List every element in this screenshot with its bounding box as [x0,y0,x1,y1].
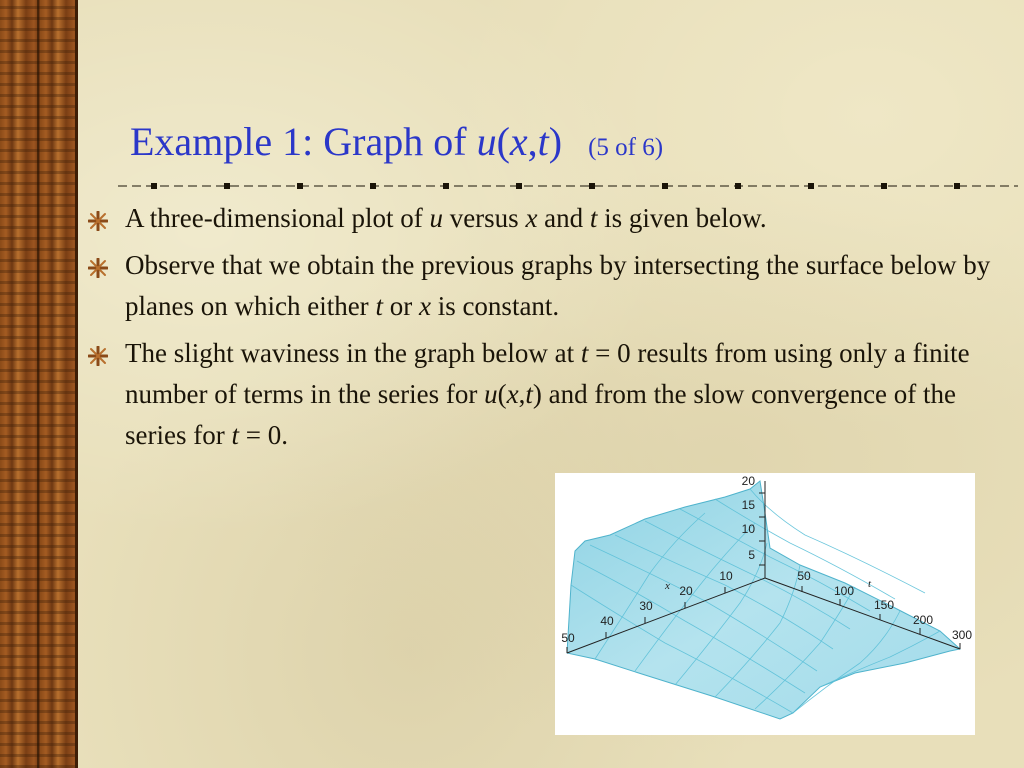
bullet-text: Observe that we obtain the previous graphs by intersecting the surface below by planes on which either [125,250,991,321]
bullet-item [88,245,998,327]
t-tick-label: 200 [912,613,934,627]
x-tick-label: 10 [719,569,733,583]
u-tick-label: 15 [741,498,755,512]
bullet-var: t [231,420,239,450]
surface-plot-svg [555,473,975,735]
x-axis-label: x [665,580,670,592]
bullet-item [88,198,998,239]
bullet-text: A three-dimensional plot of [125,203,430,233]
u-tick-label: 20 [741,474,755,488]
bullet-var: x [525,203,538,233]
bullet-var: t [375,291,383,321]
bullet-var: t [580,338,589,368]
bullet-text: ) and from the slow convergence of the series for [125,379,957,450]
bullet-text: versus [442,203,526,233]
u-tick-label: 10 [741,522,755,536]
bullet-text: = 0. [238,420,288,450]
slide-title [130,118,663,172]
bullet-item [88,333,998,456]
bullet-text: ( [497,379,507,409]
bullet-var: x [418,291,431,321]
x-tick-label: 50 [561,631,575,645]
snowflake-bullet-icon [88,346,108,366]
snowflake-bullet-icon [88,211,108,231]
bullet-var: t [525,379,533,409]
title-var-t: t [537,119,549,164]
title-paren-close: ) [548,119,563,164]
bullet-text: , [518,379,526,409]
t-tick-label: 300 [951,628,973,642]
title-var-x: x [509,119,528,164]
snowflake-bullet-icon [88,258,108,278]
wood-seam [37,0,39,768]
surface-plot [555,473,975,735]
title-var-u: u [476,119,497,164]
bullet-text: and [537,203,590,233]
t-tick-label: 100 [833,584,855,598]
bullet-var: t [589,203,598,233]
title-subtitle: (5 of 6) [588,134,664,161]
title-comma: , [527,119,538,164]
bullet-text: The slight waviness in the graph below at [125,338,581,368]
x-tick-label: 40 [600,614,614,628]
x-tick-label: 20 [679,584,693,598]
bullet-var: x [506,379,519,409]
title-paren-open: ( [496,119,510,164]
bullet-var: u [484,379,498,409]
bullet-text: or [382,291,419,321]
bullet-var: u [429,203,443,233]
t-tick-label: 150 [873,598,895,612]
x-tick-label: 30 [639,599,653,613]
bullet-text: is given below. [597,203,767,233]
title-text: Example 1: Graph of [130,119,477,164]
bullet-text: is constant. [430,291,560,321]
wood-edge [75,0,78,768]
bullet-list [88,198,998,462]
wood-border [0,0,78,768]
t-tick-label: 50 [797,569,811,583]
u-tick-label: 5 [748,548,755,562]
bullet-text: = 0 results from using only a finite number of terms in the series for [125,338,970,409]
t-axis-label: t [868,578,872,590]
title-divider [118,183,1018,189]
